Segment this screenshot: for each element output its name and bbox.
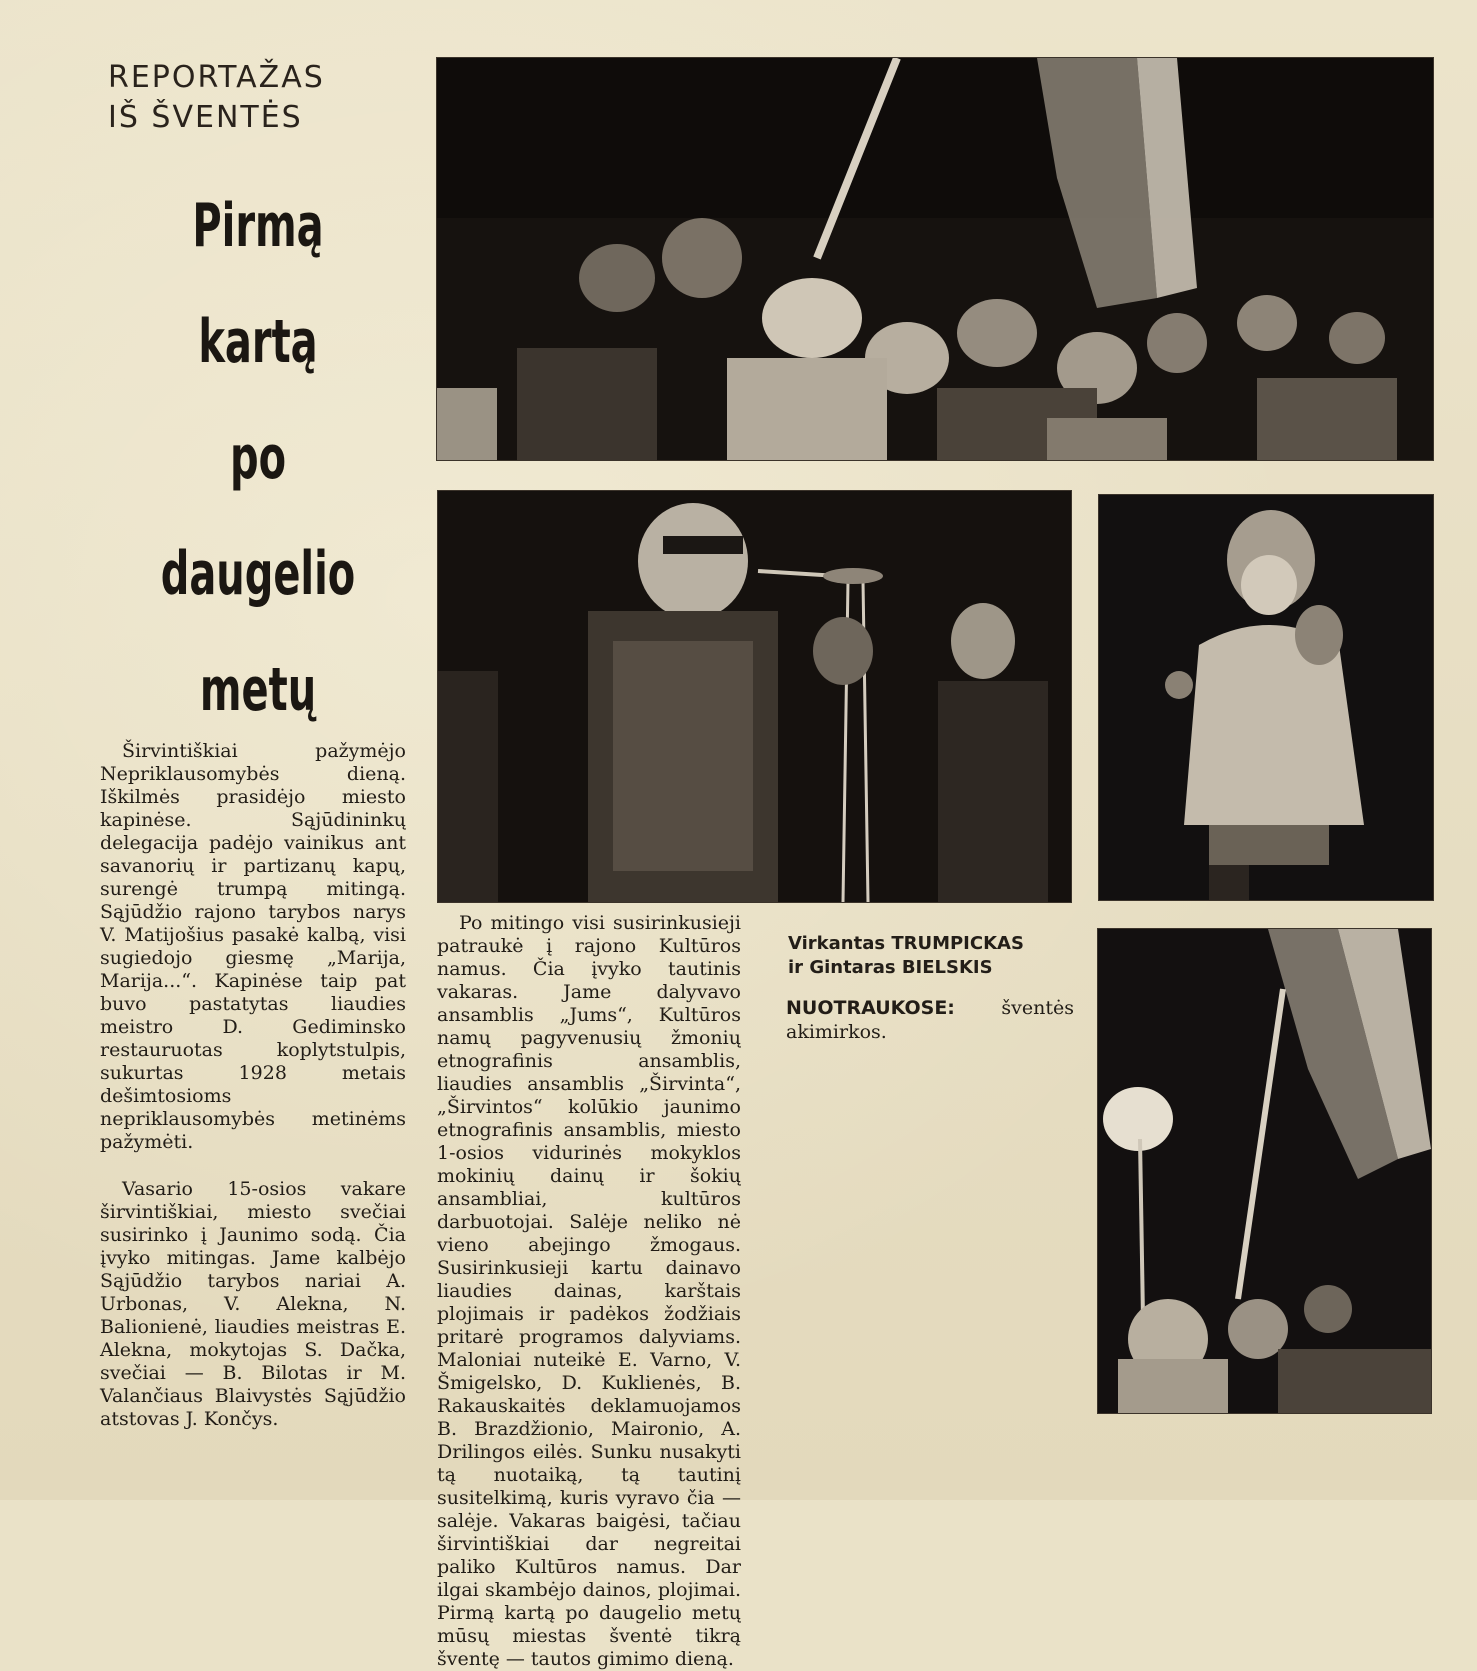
author-line-1: Virkantas TRUMPICKAS — [788, 933, 1024, 954]
kicker-line-2: IŠ ŠVENTĖS — [108, 100, 303, 135]
photo-caption — [760, 996, 1074, 1044]
headline-line: metų — [199, 655, 317, 725]
author-line-2: ir Gintaras BIELSKIS — [788, 957, 993, 978]
speaker-photo-image — [438, 491, 1071, 902]
text-column-2 — [437, 912, 741, 1671]
article-headline — [147, 168, 369, 748]
crowd-photo-image — [437, 58, 1433, 460]
photo-child-in-winter-coat — [1098, 494, 1434, 901]
headline-line: po — [229, 423, 287, 493]
author-byline — [760, 932, 1074, 980]
section-kicker — [108, 58, 408, 138]
caption-label: NUOTRAUKOSE: — [786, 997, 955, 1019]
text-column-3 — [760, 912, 1074, 1044]
photo-speaker-at-microphone — [437, 490, 1072, 903]
article-paragraph: Širvintiškiai pažymėjo Nepriklausomybės dieną. Iškilmės prasidėjo miesto kapinėse. Sąjūdininkų delegacija padėjo vainikus ant savanorių ir partizanų kapų, surengė trumpą mitingą. Sąjūdžio rajono tarybos narys V. Matijošius pasakė kalbą, visi sugiedojo giesmę „Marija, Marija...“. Kapinėse taip pat buvo pastatytas liaudies meistro D. Gediminsko restauruotas koplytstulpis, sukurtas 1928 metais dešimtosioms nepriklausomybės metinėms pažymėti. — [100, 740, 406, 1153]
caption-text: šventės akimirkos. — [786, 997, 1074, 1043]
photo-crowd-with-flag — [436, 57, 1434, 461]
article-paragraph: Po mitingo visi susirinkusieji patraukė į rajono Kultūros namus. Čia įvyko tautinis vakaras. Jame dalyvavo ansamblis „Jums“, Kultūros namų pagyvenusių žmonių etnografinis ansamblis, liaudies ansamblis „Širvinta“, „Širvintos“ kolūkio jaunimo etnografinis ansamblis, miesto 1-osios vidurinės mokyklos mokinių dainų ir šokių ansambliai, kultūros darbuotojai. Salėje neliko nė vieno abejingo žmogaus. Susirinkusieji kartu dainavo liaudies dainas, karštais plojimais ir padėkos žodžiais pritarė programos dalyviams. Maloniai nuteikė E. Varno, V. Šmigelsko, D. Kuklienės, B. Rakauskaitės deklamuojamos B. Brazdžionio, Maironio, A. Drilingos eilės. Sunku nusakyti tą nuotaiką, tą tautinį susitelkimą, kuris vyravo čia — salėje. Vakaras baigėsi, tačiau širvintiškiai dar negreitai paliko Kultūros namus. Dar ilgai skambėjo dainos, plojimai. Pirmą kartą po daugelio metų mūsų miestas šventė tikrą šventę — tautos gimimo dieną. — [437, 912, 741, 1670]
photo-flag-and-lantern — [1097, 928, 1432, 1414]
text-column-1 — [100, 740, 406, 1431]
article-paragraph: Vasario 15-osios vakare širvintiškiai, miesto svečiai susirinko į Jaunimo sodą. Čia įvyko mitingas. Jame kalbėjo Sąjūdžio tarybos nariai A. Urbonas, V. Alekna, N. Balionienė, liaudies meistras E. Alekna, mokytojas S. Dačka, svečiai — B. Bilotas ir M. Valančiaus Blaivystės Sąjūdžio atstovas J. Končys. — [100, 1178, 406, 1430]
child-photo-image — [1099, 495, 1433, 900]
headline-line: Pirmą — [192, 191, 324, 261]
kicker-line-1: REPORTAŽAS — [108, 60, 325, 95]
headline-line: kartą — [198, 307, 318, 377]
flag-photo-image — [1098, 929, 1431, 1413]
headline-line: daugelio — [160, 539, 356, 609]
